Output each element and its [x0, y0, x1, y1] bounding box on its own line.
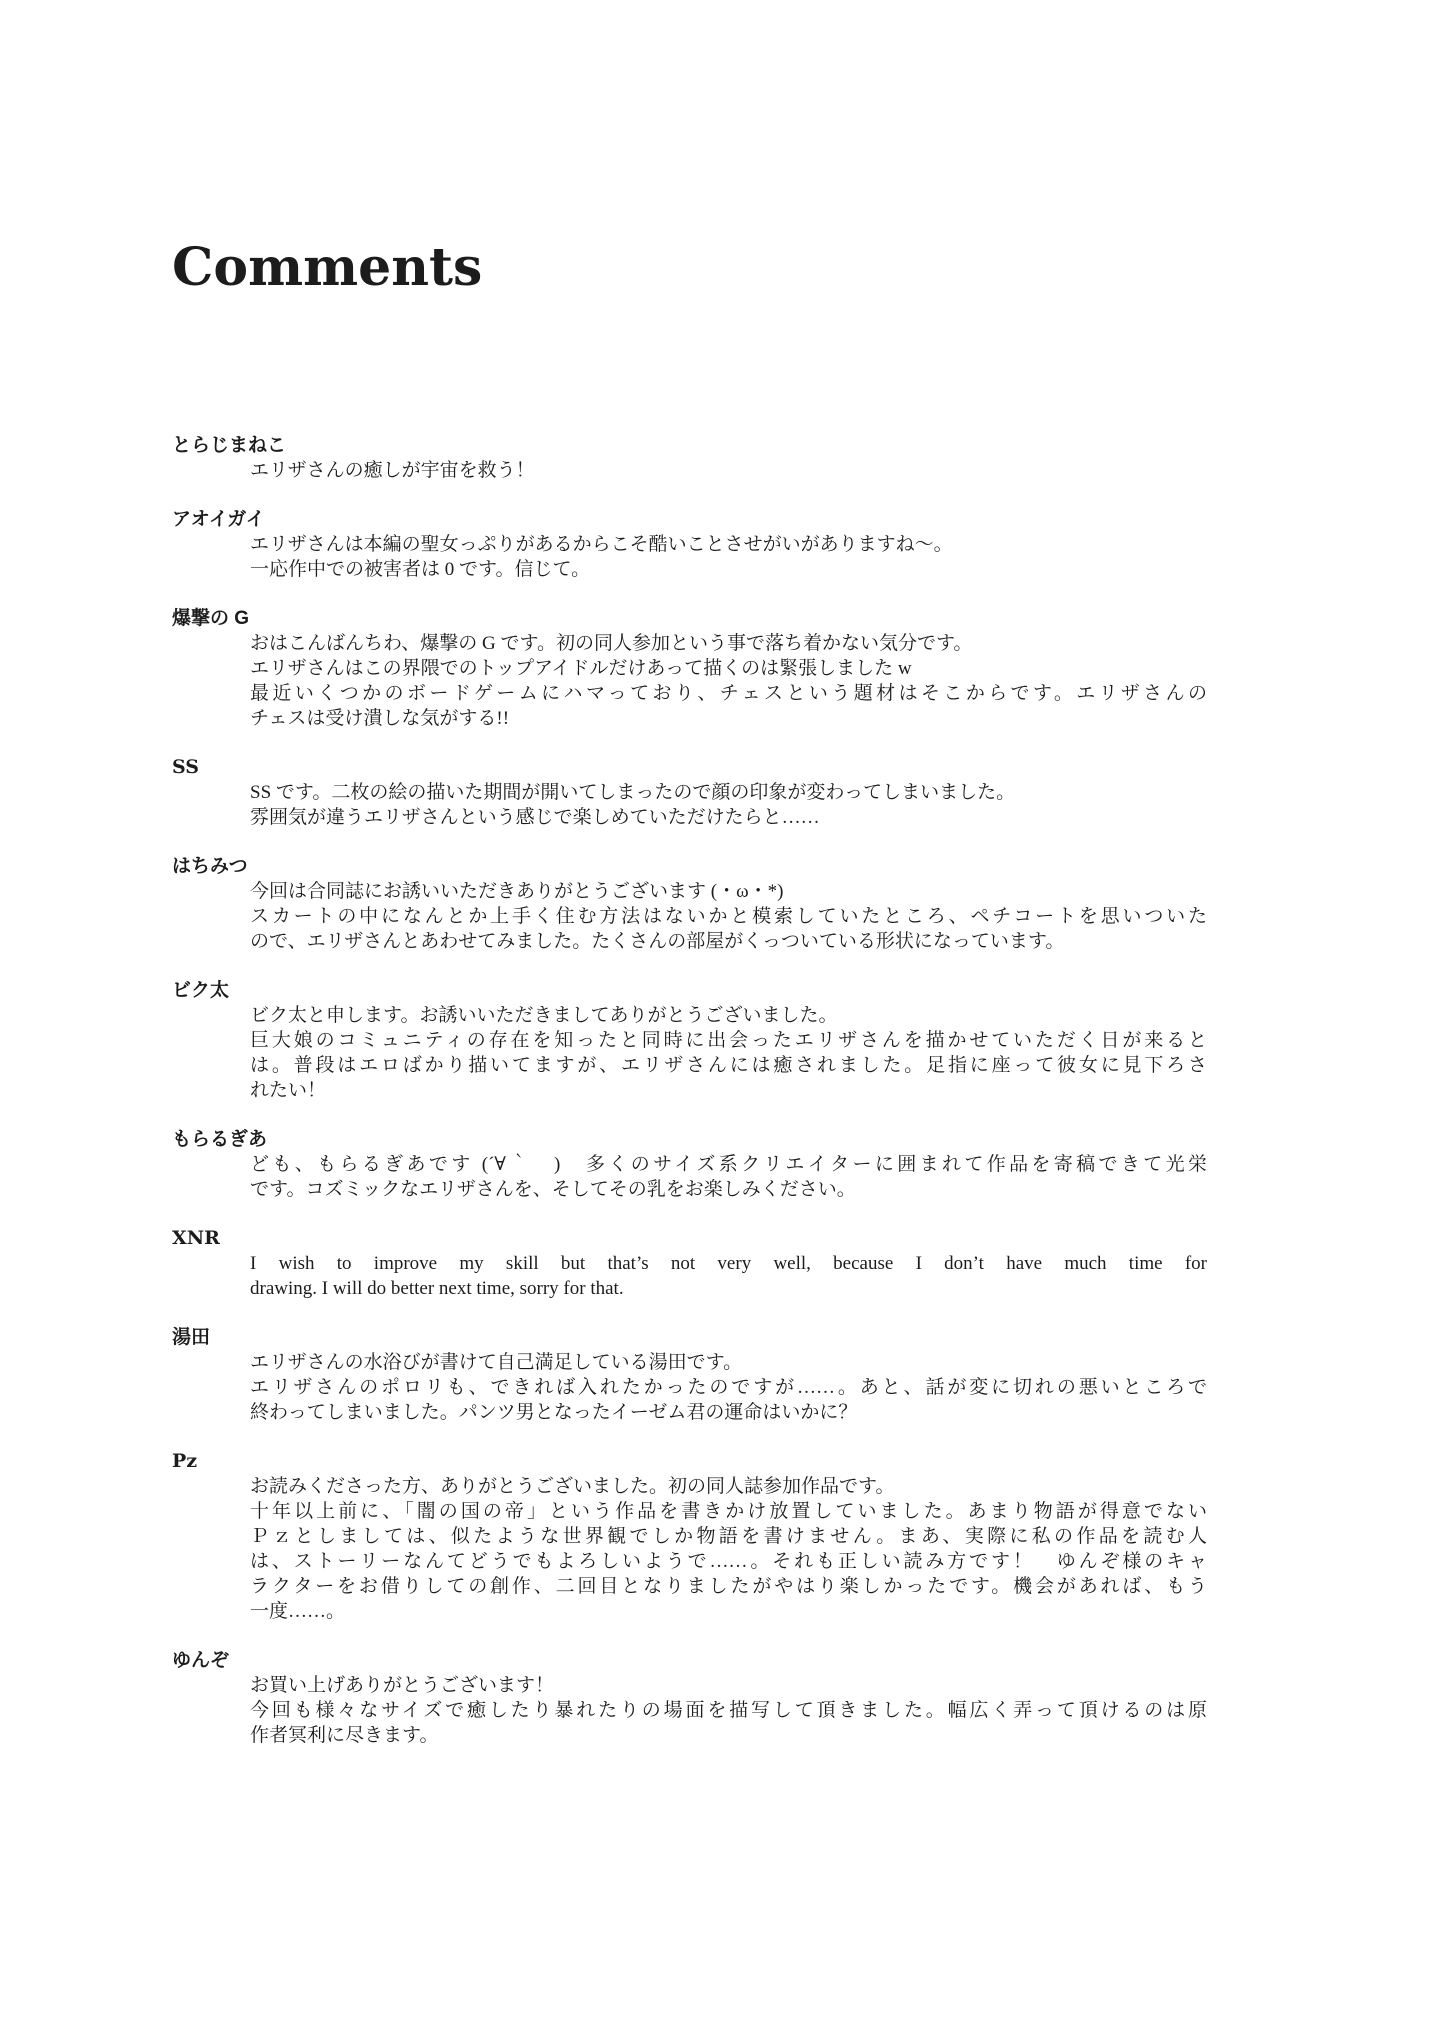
comment-line: ビク太と申します。お誘いいただきましてありがとうございました。: [250, 1005, 838, 1026]
comment-line: エリザさんの癒しが宇宙を救う！: [250, 460, 535, 481]
comment-line: ので、エリザさんとあわせてみました。たくさんの部屋がくっついている形状になっています。: [250, 931, 1065, 952]
comment-line: エリザさんのポロリも、できれば入れたかったのですが……。あと、話が変に切れの悪いところで: [250, 1377, 1207, 1398]
comment-line: drawing. I will do better next time, sorry for that.: [250, 1278, 624, 1299]
comment-section: [172, 1325, 1207, 1425]
comment-line: お買い上げありがとうございます！: [250, 1675, 555, 1696]
comment-line: エリザさんはこの界隈でのトップアイドルだけあって描くのは緊張しました w: [250, 658, 912, 679]
comment-line: エリザさんは本編の聖女っぷりがあるからこそ酷いことさせがいがありますね～。: [250, 534, 953, 555]
comment-line: 一応作中での被害者は 0 です。信じて。: [250, 559, 591, 580]
comment-line: お読みくださった方、ありがとうございました。初の同人誌参加作品です。: [250, 1476, 895, 1497]
author-name: ビク太: [172, 980, 230, 1001]
comment-section: [172, 606, 1207, 731]
comment-line: です。コズミックなエリザさんを、そしてその乳をお楽しみください。: [250, 1179, 856, 1200]
comment-section: [172, 755, 1207, 830]
comment-line: 巨大娘のコミュニティの存在を知ったと同時に出会ったエリザさんを描かせていただく日が来ると: [250, 1030, 1207, 1051]
comment-section: [172, 854, 1207, 954]
comment-section: [172, 507, 1207, 582]
comment-line: おはこんばんちわ、爆撃の G です。初の同人参加という事で落ち着かない気分です。: [250, 633, 973, 654]
comment-section: [172, 433, 1207, 483]
comment-line: エリザさんの水浴びが書けて自己満足している湯田です。: [250, 1352, 743, 1373]
comment-line: 雰囲気が違うエリザさんという感じで楽しめていただけたらと……: [250, 807, 820, 828]
comment-line: スカートの中になんとか上手く住む方法はないかと模索していたところ、ペチコートを思いついた: [250, 906, 1207, 927]
author-name: とらじまねこ: [172, 435, 287, 456]
comments-list: [172, 433, 1207, 1748]
author-name: はちみつ: [172, 856, 248, 877]
comment-line: 十年以上前に、「闇の国の帝」という作品を書きかけ放置していました。あまり物語が得意でない: [250, 1501, 1207, 1522]
author-name: 爆撃の G: [172, 608, 250, 629]
comment-line: 最近いくつかのボードゲームにハマっており、チェスという題材はそこからです。エリザさんの: [250, 683, 1207, 704]
comment-section: [172, 1226, 1207, 1301]
comment-line: チェスは受け潰しな気がする!!: [250, 708, 510, 729]
comment-line: 作者冥利に尽きます。: [250, 1725, 439, 1746]
author-name: ゆんぞ: [172, 1650, 230, 1671]
author-name: もらるぎあ: [172, 1129, 268, 1150]
author-name: アオイガイ: [172, 509, 265, 530]
comment-line: I wish to improve my skill but that’s not very well, because I don’t have much time for: [250, 1253, 1207, 1274]
comment-line: ラクターをお借りしての創作、二回目となりましたがやはり楽しかったです。機会があれば、もう: [250, 1576, 1207, 1597]
comment-line: ども、もらるぎあです (´∀｀ ) 多くのサイズ系クリエイターに囲まれて作品を寄稿できて光栄: [250, 1154, 1207, 1175]
comment-line: 今回も様々なサイズで癒したり暴れたりの場面を描写して頂きました。幅広く弄って頂けるのは原: [250, 1700, 1207, 1721]
comment-section: [172, 1648, 1207, 1748]
comment-line: Ｐｚとしましては、似たような世界観でしか物語を書けません。まあ、実際に私の作品を読む人: [250, 1526, 1207, 1547]
author-name: 湯田: [172, 1327, 211, 1348]
author-name: Pz: [172, 1450, 198, 1472]
comment-section: [172, 1449, 1207, 1624]
comment-line: は、ストーリーなんてどうでもよろしいようで……。それも正しい読み方です！ ゆんぞ様のキャ: [250, 1551, 1207, 1572]
comment-section: [172, 1127, 1207, 1202]
author-name: SS: [172, 756, 200, 778]
comment-line: SS です。二枚の絵の描いた期間が開いてしまったので顔の印象が変わってしまいました。: [250, 782, 1016, 803]
comment-line: れたい！: [250, 1080, 327, 1101]
comment-line: は。普段はエロばかり描いてますが、エリザさんには癒されました。足指に座って彼女に見下ろさ: [250, 1055, 1207, 1076]
page-title: Comments: [172, 237, 483, 298]
comment-section: [172, 978, 1207, 1103]
comment-line: 一度……。: [250, 1601, 346, 1622]
comment-line: 終わってしまいました。パンツ男となったイーゼム君の運命はいかに？: [250, 1402, 858, 1423]
comment-line: 今回は合同誌にお誘いいただきありがとうございます (・ω・*): [250, 881, 784, 902]
author-name: XNR: [172, 1227, 220, 1249]
